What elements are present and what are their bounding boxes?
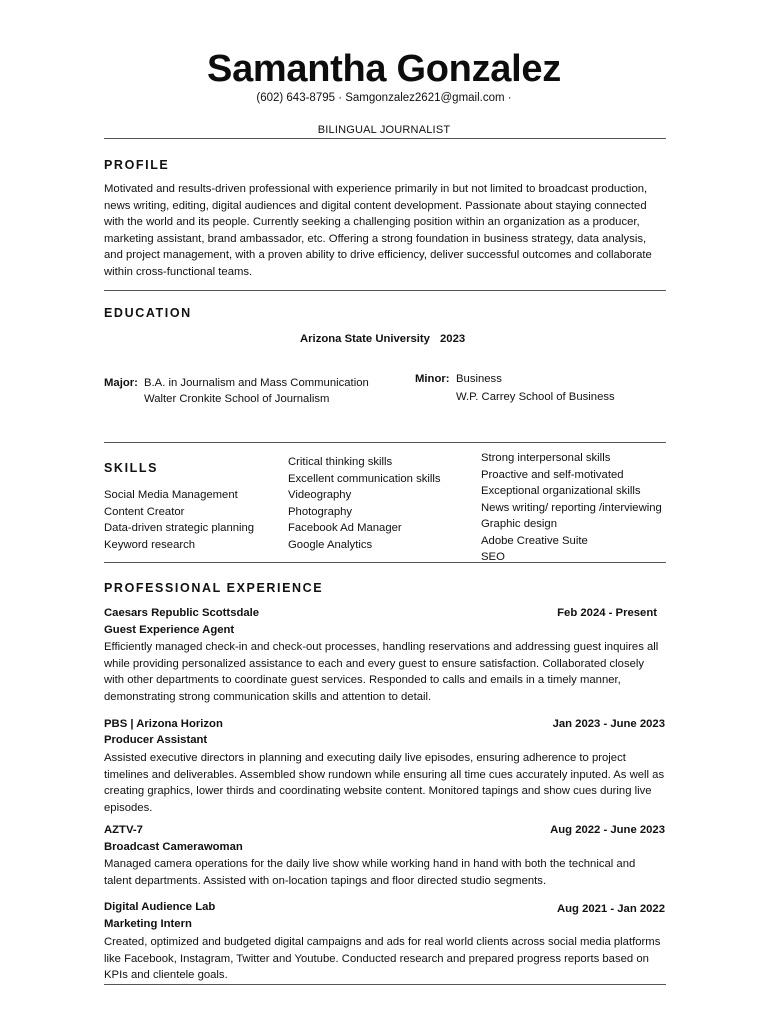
job-title: Producer Assistant — [104, 734, 208, 746]
skill-item: Google Analytics — [288, 538, 373, 551]
candidate-name: Samantha Gonzalez — [207, 48, 561, 90]
headline: BILINGUAL JOURNALIST — [317, 124, 451, 136]
profile-text: Motivated and results-driven professional with experience primarily in but not limited to broadcast production, news writing, editing, digital audiences and digital content development. Passionate about staying connected with the world and its people. Currently seeking a challenging position within an organization as a producer, marketing assistant, brand ambassador, etc. Offering a strong foundation in business strategy, data analysis, and project management, with a proven ability to drive efficiency, deliver successful outcomes and collaborate within cross-functional teams. — [104, 183, 652, 278]
profile-heading: PROFILE — [104, 158, 170, 172]
skill-item: Keyword research — [104, 538, 196, 551]
skill-item: Adobe Creative Suite — [481, 534, 588, 547]
job-organization: Caesars Republic Scottsdale — [104, 607, 260, 619]
skill-item: Exceptional organizational skills — [481, 485, 641, 497]
skill-item: SEO — [481, 551, 505, 563]
skill-item: Content Creator — [104, 505, 185, 518]
graduation-year: 2023 — [440, 333, 466, 345]
education-heading: EDUCATION — [104, 306, 192, 320]
job-dates: Feb 2024 - Present — [557, 607, 657, 619]
divider — [104, 290, 666, 291]
job-organization: Digital Audience Lab — [104, 901, 216, 913]
skill-item: News writing/ reporting /interviewing — [481, 501, 662, 514]
divider — [104, 984, 666, 985]
minor-value: Business — [456, 373, 502, 385]
major-label: Major: — [104, 377, 138, 389]
job-title: Guest Experience Agent — [104, 624, 235, 636]
skill-item: Excellent communication skills — [288, 472, 441, 485]
job-title: Broadcast Camerawoman — [104, 841, 243, 853]
job-organization: PBS | Arizona Horizon — [104, 718, 223, 730]
contact-line: (602) 643-8795 · Samgonzalez2621@gmail.com · — [256, 92, 512, 104]
school-name: Arizona State University — [300, 333, 430, 345]
skill-item: Graphic design — [481, 518, 557, 530]
job-dates: Jan 2023 - June 2023 — [552, 718, 665, 730]
skills-heading: SKILLS — [104, 461, 159, 475]
skill-item: Data-driven strategic planning — [104, 522, 255, 534]
skills-column-2 — [288, 454, 441, 553]
major-value: B.A. in Journalism and Mass Communication — [144, 377, 369, 389]
experience-heading: PROFESSIONAL EXPERIENCE — [104, 581, 324, 595]
minor-school: W.P. Carrey School of Business — [456, 391, 615, 403]
minor-label: Minor: — [415, 373, 450, 385]
skill-item: Social Media Management — [104, 489, 238, 501]
job-description: Efficiently managed check-in and check-out processes, handling reservations and addressing guest inquires all while providing personalized assistance to each and every guest to ensure satisfaction. Collaborated closely with other departments to coordinate guest services. Responded to calls and emails in a timely manner, demonstrating strong communication skills and attention to detail. — [104, 641, 659, 703]
job-description: Assisted executive directors in planning and executing daily live episodes, ensuring adherence to project timelines and deliverables. Assembled show rundown while ensuring all time cues accurately inputed. As well as creating graphics, lower thirds and coordinating website content. Monitored tapings and show cues during live episodes. — [104, 752, 665, 814]
divider — [104, 138, 666, 139]
divider — [104, 562, 666, 563]
job-dates: Aug 2021 - Jan 2022 — [556, 903, 665, 915]
divider — [104, 442, 666, 443]
skill-item: Proactive and self-motivated — [481, 468, 624, 481]
job-dates: Aug 2022 - June 2023 — [550, 824, 665, 836]
major-school: Walter Cronkite School of Journalism — [144, 393, 330, 405]
skills-column-3 — [481, 450, 662, 566]
skill-item: Videography — [288, 489, 352, 501]
job-description: Created, optimized and budgeted digital campaigns and ads for real world clients across social media platforms like Facebook, Instagram, Twitter and Youtube. Conducted research and prepared progress reports based on KPIs and clientele goals. — [104, 936, 661, 982]
skill-item: Strong interpersonal skills — [481, 452, 611, 464]
job-organization: AZTV-7 — [104, 824, 143, 836]
job-title: Marketing Intern — [104, 918, 192, 930]
skill-item: Facebook Ad Manager — [288, 522, 402, 534]
skills-column-1 — [104, 487, 254, 553]
skill-item: Critical thinking skills — [288, 456, 393, 468]
skill-item: Photography — [288, 505, 353, 518]
job-description: Managed camera operations for the daily live show while working hand in hand with both the technical and talent departments. Assisted with on-location tapings and floor directed studio segments. — [104, 858, 636, 887]
